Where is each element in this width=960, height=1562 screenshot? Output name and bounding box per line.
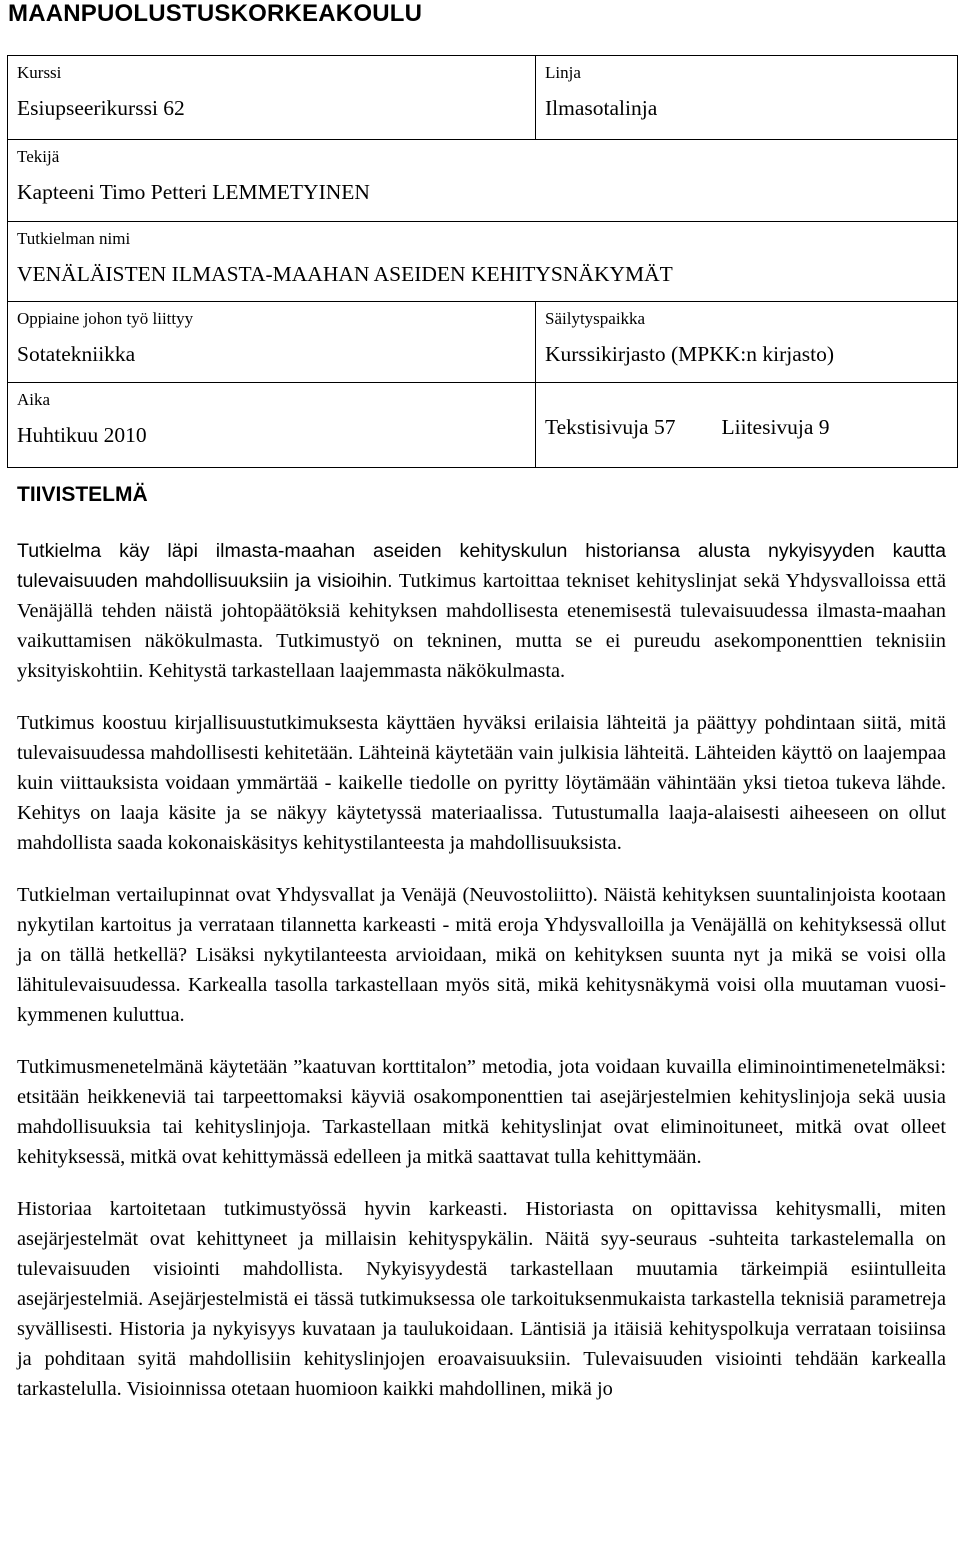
storage-label: Säilytyspaikka: [545, 309, 646, 328]
subject-cell: [8, 302, 536, 383]
time-value: Huhtikuu 2010: [17, 423, 147, 447]
storage-cell: [536, 302, 958, 383]
summary-paragraph-1-rest: Tutkimus kartoittaa tekniset kehityslinjat sekä Yhdysvalloissa että Venäjällä tehden näistä johtopäätöksiä kehityksen mahdollisesta etenemisestä tulevaisuudessa ilmasta-maahan vaikuttamisen näkökulmasta. Tutkimustyö on tekninen, mutta se ei pureudu asekomponenttien teknisiin yksityiskohtiin. Kehitystä tarkastellaan laajemmasta näkökulmasta.: [17, 570, 947, 682]
summary-paragraph-2: Tutkimus koostuu kirjallisuustutkimuksesta käyttäen hyväksi erilaisia lähteitä ja päättyy pohdintaan siitä, mitä tulevaisuudessa mahdollisesti kehitetään. Lähteinä käytetään vain julkisia lähteitä. Lähteiden käyttö on laajempaa kuin viittauksista voidaan ymmärtää - kaikelle tiedolle on pyritty löytämään vähintään yksi tietoa tukeva lähde. Kehitys on laaja käsite ja se näkyy käytetyssä materiaalissa. Tutustumalla laaja-alaisesti aiheeseen on ollut mahdollista saada kokonaiskäsitys kehitystilanteesta ja mahdollisuuksista.: [17, 712, 946, 854]
text-pages: Tekstisivuja 57: [545, 414, 676, 439]
page-count-cell: [536, 383, 958, 468]
author-cell: [8, 140, 958, 222]
summary-body: [17, 536, 946, 1426]
thesis-info-form: [7, 55, 958, 468]
summary-paragraph-1-intro: Tutkielma käy läpi ilmasta-maahan aseiden kehityskulun historiansa alusta nykyisyyden kautta tulevaisuuden mahdollisuuksiin ja visioihin.: [17, 540, 946, 592]
line-cell: [536, 56, 958, 140]
summary-paragraph-4: Tutkimusmenetelmänä käytetään ”kaatuvan korttitalon” metodia, jota voidaan kuvailla eliminointimenetelmäksi: etsitään heikkeneviä tai tarpeettomaksi käyviä osakomponenttien tai asejärjestelmien kehityslinjoja sekä uusia mahdollisuuksia tai kehityslinjoja. Tarkastellaan mitkä kehityslinjat ovat eliminoituneet, mitkä ovat olleet kehityksessä, mitkä ovat kehittymässä edelleen ja mitkä saattavat tulla kehittymään.: [17, 1056, 946, 1168]
appendix-pages: Liitesivuja 9: [721, 414, 830, 439]
page-counts: [545, 411, 948, 440]
thesis-name-value: VENÄLÄISTEN ILMASTA-MAAHAN ASEIDEN KEHITYSNÄKYMÄT: [17, 262, 673, 286]
storage-value: Kurssikirjasto (MPKK:n kirjasto): [545, 342, 835, 366]
line-label: Linja: [545, 63, 581, 82]
subject-value: Sotatekniikka: [17, 342, 136, 366]
summary-title: TIIVISTELMÄ: [17, 483, 148, 506]
course-label: Kurssi: [17, 63, 62, 82]
line-value: Ilmasotalinja: [545, 96, 658, 120]
author-value: Kapteeni Timo Petteri LEMMETYINEN: [17, 180, 370, 204]
summary-paragraph-3: Tutkielman vertailupinnat ovat Yhdysvallat ja Venäjä (Neuvostoliitto). Näistä kehityksen suuntalinjoista kootaan nykytilan kartoitus ja verrataan tilannetta karkeasti - mitä eroja Yhdysvalloilla ja Venäjällä on kehityksessä ollut ja on tällä hetkellä? Lisäksi nykytilanteesta arvioidaan, mikä on kehityksen suunta nyt ja mikä se voisi olla lähitulevaisuudessa. Karkealla tasolla tarkastellaan myös sitä, mikä kehitysnäkymä voisi olla muutaman vuosikymmenen kuluttua.: [17, 884, 946, 1026]
summary-paragraph-1: [17, 536, 946, 686]
organization-title: MAANPUOLUSTUSKORKEAKOULU: [8, 0, 423, 27]
time-label: Aika: [17, 390, 51, 409]
course-cell: [8, 56, 536, 140]
summary-paragraph-5: Historiaa kartoitetaan tutkimustyössä hyvin karkeasti. Historiasta on opittavissa kehitysmalli, miten asejärjestelmät ovat kehittyneet ja millaisin kehityspykälin. Näitä syy-seuraus -suhteita tarkastelemalla on tulevaisuuden visiointi mahdollista. Nykyisyydestä tarkastellaan muutamia tärkeimpiä esiintulleita asejärjestelmiä. Asejärjestelmistä ei tässä tutkimuksessa ole tarkoituksenmukaista tarkastella teknisiä parametreja syvällisesti. Historia ja nykyisyys kuvataan ja taulukoidaan. Läntisiä ja itäisiä kehityspolkuja verrataan toisiinsa ja pohditaan syitä mahdollisiin kehityslinjojen eroavaisuuksiin. Tulevaisuuden visiointi tehdään karkealla tarkastelulla. Visioinnissa otetaan huomioon kaikki mahdollinen, mikä jo: [17, 1198, 946, 1400]
author-label: Tekijä: [17, 147, 60, 166]
thesis-name-cell: [8, 222, 958, 302]
course-value: Esiupseerikurssi 62: [17, 96, 185, 120]
thesis-name-label: Tutkielman nimi: [17, 229, 131, 248]
subject-label: Oppiaine johon työ liittyy: [17, 309, 194, 328]
time-cell: [8, 383, 536, 468]
